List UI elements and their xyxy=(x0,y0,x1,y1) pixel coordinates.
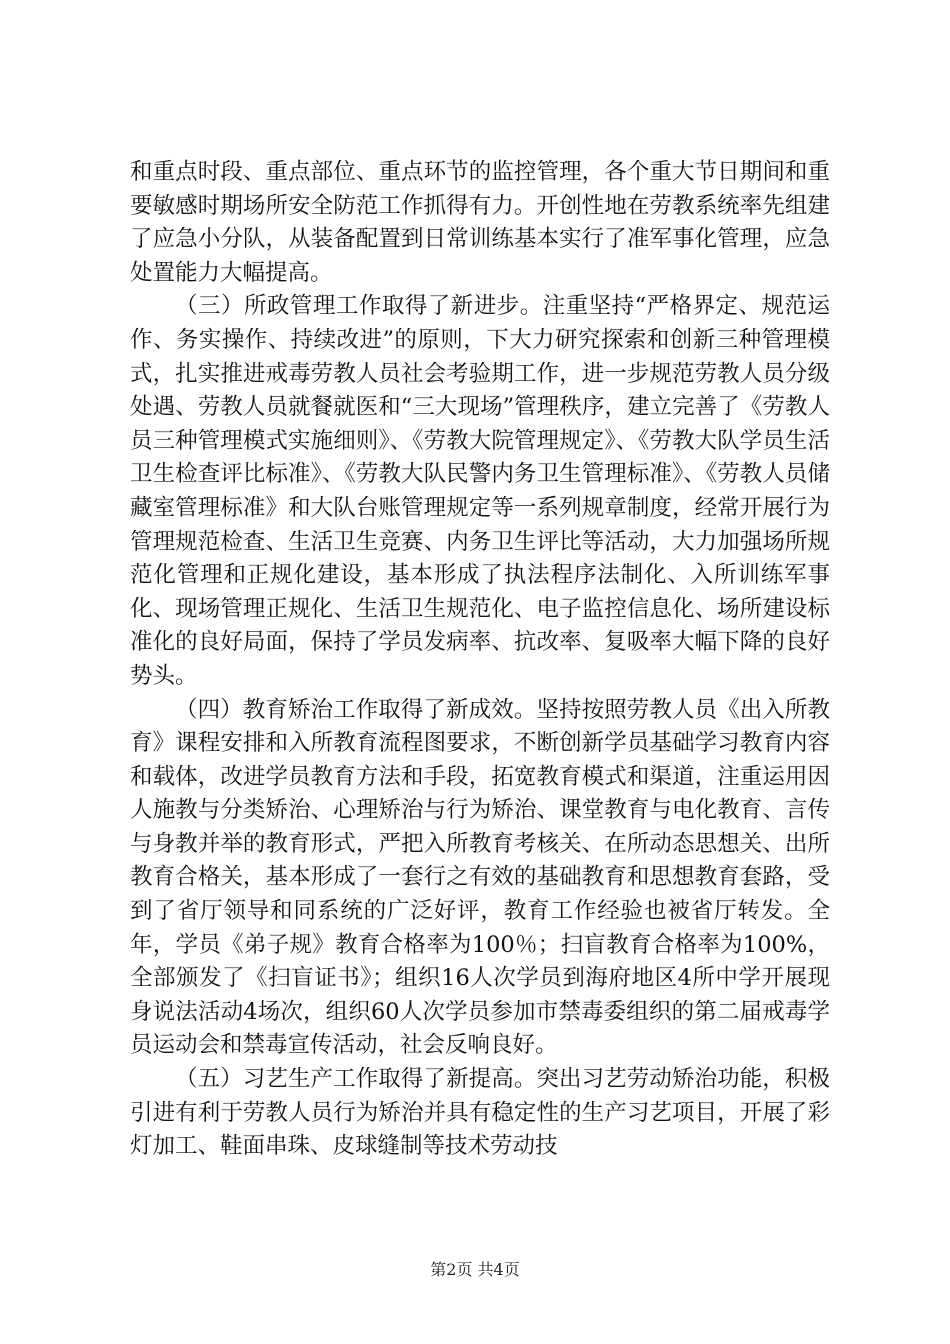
page-footer: 第2页 共4页 xyxy=(430,1260,520,1279)
paragraph-section-5: （五）习艺生产工作取得了新提高。突出习艺劳动矫治功能，积极引进有利于劳教人员行为矫治并具有稳定性的生产习艺项目，开展了彩灯加工、鞋面串珠、皮球缝制等技术劳动技 xyxy=(130,1066,830,1160)
paragraph-section-4: （四）教育矫治工作取得了新成效。坚持按照劳教人员《出入所教育》课程安排和入所教育流程图要求，不断创新学员基础学习教育内容和载体，改进学员教育方法和手段，拓宽教育模式和渠道，注重运用因人施教与分类矫治、心理矫治与行为矫治、课堂教育与电化教育、言传与身教并举的教育形式，严把入所教育考核关、在所动态思想关、出所教育合格关，基本形成了一套行之有效的基础教育和思想教育套路，受到了省厅领导和同系统的广泛好评，教育工作经验也被省厅转发。全年，学员《弟子规》教育合格率为100％；扫盲教育合格率为100%，全部颁发了《扫盲证书》；组织16人次学员到海府地区4所中学开展现身说法活动4场次，组织60人次学员参加市禁毒委组织的第二届戒毒学员运动会和禁毒宣传活动，社会反响良好。 xyxy=(130,696,830,1059)
paragraph-continued: 和重点时段、重点部位、重点环节的监控管理，各个重大节日期间和重要敏感时期场所安全防范工作抓得有力。开创性地在劳教系统率先组建了应急小分队，从装备配置到日常训练基本实行了准军事化管理，应急处置能力大幅提高。 xyxy=(130,159,830,286)
document-body xyxy=(130,156,830,1164)
paragraph-section-3: （三）所政管理工作取得了新进步。注重坚持“严格界定、规范运作、务实操作、持续改进”的原则，下大力研究探索和创新三种管理模式，扎实推进戒毒劳教人员社会考验期工作，进一步规范劳教人员分级处遇、劳教人员就餐就医和“三大现场”管理秩序，建立完善了《劳教人员三种管理模式实施细则》、《劳教大院管理规定》、《劳教大队学员生活卫生检查评比标准》、《劳教大队民警内务卫生管理标准》、《劳教人员储藏室管理标准》和大队台账管理规定等一系列规章制度，经常开展行为管理规范检查、生活卫生竞赛、内务卫生评比等活动，大力加强场所规范化管理和正规化建设，基本形成了执法程序法制化、入所训练军事化、现场管理正规化、生活卫生规范化、电子监控信息化、场所建设标准化的良好局面，保持了学员发病率、抗改率、复吸率大幅下降的良好势头。 xyxy=(130,293,830,689)
